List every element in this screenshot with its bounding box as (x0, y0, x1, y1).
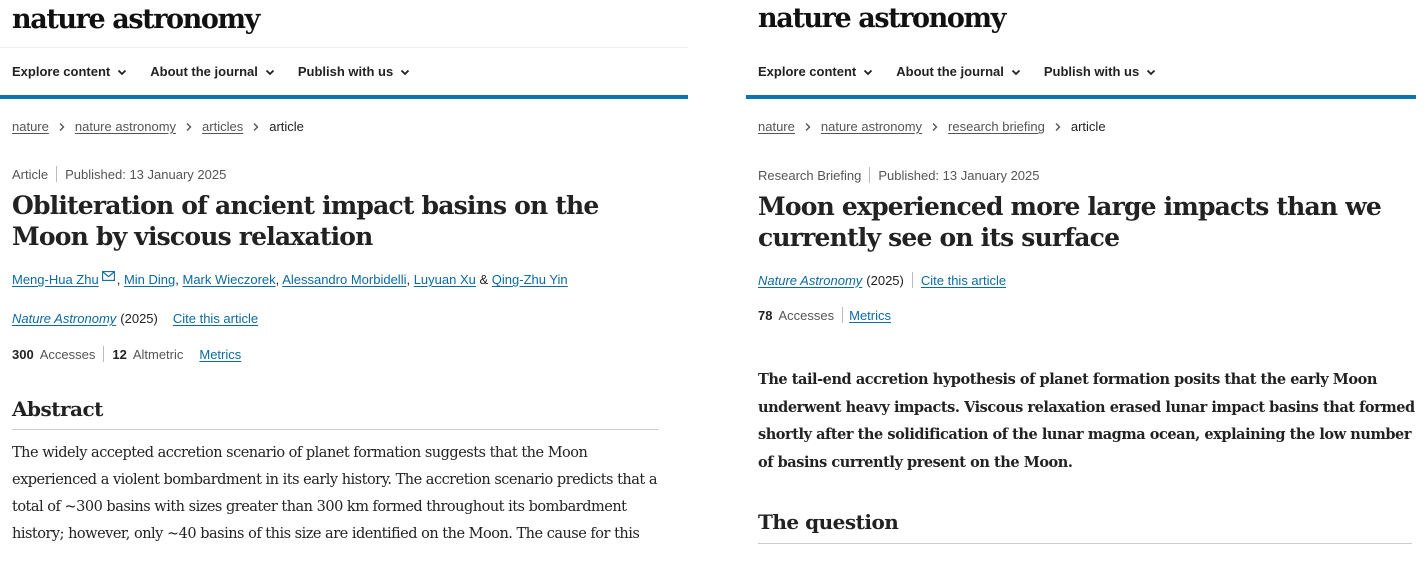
author-link[interactable]: Mark Wieczorek (182, 272, 276, 287)
metrics-link[interactable]: Metrics (199, 346, 242, 362)
chevron-right-icon (1053, 122, 1063, 132)
main-nav (758, 64, 1157, 79)
briefing-summary: The tail-end accretion hypothesis of planet formation posits that the early Moon underwent heavy impacts. Viscous relaxation erased lunar impact basins that formed shortly after the solidification of the lunar magma ocean, explaining the low number of basins currently present on the Moon. (758, 371, 1415, 471)
chevron-right-icon (251, 122, 261, 132)
chevron-down-icon (862, 66, 874, 78)
article-type: Research Briefing (758, 167, 862, 183)
publish-date: Published: 13 January 2025 (65, 166, 227, 182)
article-metrics (758, 307, 891, 323)
altmetric-label: Altmetric (132, 346, 184, 362)
the-question-heading: The question (758, 510, 899, 534)
nav-explore-content[interactable] (758, 64, 874, 79)
main-nav (12, 64, 411, 79)
article-title: Obliteration of ancient impact basins on the Moon by viscous relaxation (12, 191, 599, 251)
breadcrumb-articles[interactable]: articles (202, 119, 244, 134)
breadcrumb-current: article (269, 119, 304, 134)
journal-link[interactable]: Nature Astronomy (12, 311, 117, 326)
publication-year: (2025) (120, 311, 158, 326)
author-link[interactable]: Qing-Zhu Yin (491, 272, 568, 287)
accesses-label: Accesses (778, 307, 835, 323)
author-link[interactable]: Luyuan Xu (413, 272, 476, 287)
meta-divider (869, 167, 870, 183)
right-article-page (746, 0, 1428, 571)
section-divider (12, 429, 659, 430)
abstract-heading: Abstract (12, 397, 103, 421)
accesses-count: 300 (12, 346, 34, 362)
breadcrumb-nature[interactable]: nature (12, 119, 49, 134)
altmetric-count: 12 (112, 346, 127, 362)
nav-publish-with-us[interactable] (298, 64, 411, 79)
chevron-down-icon (1010, 66, 1022, 78)
metrics-divider (103, 346, 104, 362)
nav-publish-with-us[interactable] (1044, 64, 1157, 79)
chevron-down-icon (1145, 66, 1157, 78)
mail-icon[interactable] (102, 271, 115, 281)
article-meta (12, 166, 226, 182)
chevron-down-icon (264, 66, 276, 78)
nav-about-journal[interactable] (896, 64, 1022, 79)
nav-label: Explore content (758, 64, 857, 79)
citation-line (758, 272, 1006, 288)
nav-explore-content[interactable] (12, 64, 128, 79)
nav-about-journal[interactable] (150, 64, 276, 79)
chevron-down-icon (399, 66, 411, 78)
nav-label: About the journal (896, 64, 1004, 79)
chevron-right-icon (57, 122, 67, 132)
nav-label: Publish with us (297, 64, 394, 79)
left-article-page (0, 0, 688, 571)
nav-label: About the journal (150, 64, 258, 79)
metrics-link[interactable]: Metrics (849, 307, 891, 323)
breadcrumb-current: article (1070, 119, 1106, 134)
article-type: Article (12, 166, 49, 182)
breadcrumb (758, 119, 1106, 134)
chevron-right-icon (184, 122, 194, 132)
author-link[interactable]: Alessandro Morbidelli (282, 272, 407, 287)
journal-link[interactable]: Nature Astronomy (758, 272, 863, 288)
accesses-label: Accesses (39, 346, 96, 362)
author-separator: , (175, 272, 183, 287)
article-meta (758, 167, 1040, 183)
accent-bar (0, 95, 688, 99)
journal-logo[interactable]: nature astronomy (758, 3, 1005, 34)
citation-line (12, 311, 258, 326)
cite-this-article-link[interactable]: Cite this article (920, 272, 1007, 288)
journal-logo[interactable]: nature astronomy (12, 4, 259, 35)
abstract-text: The widely accepted accretion scenario of planet formation suggests that the Moon experienced a violent bombardment in its early history. The accretion scenario predicts that a total of ~300 basins with sizes greater than 300 km formed throughout its bombardment history; however, only ~40 basins of this size are identified on the Moon. The cause for this (12, 445, 657, 542)
breadcrumb (12, 119, 304, 134)
author-link[interactable]: Min Ding (123, 272, 176, 287)
cite-divider (912, 272, 913, 288)
chevron-down-icon (116, 66, 128, 78)
chevron-right-icon (803, 122, 813, 132)
author-link[interactable]: Meng-Hua Zhu (12, 272, 99, 287)
publish-date: Published: 13 January 2025 (878, 167, 1040, 183)
metrics-divider (842, 307, 843, 323)
author-separator: , (116, 272, 124, 287)
accesses-count: 78 (758, 307, 773, 323)
nav-label: Explore content (12, 64, 111, 79)
accent-bar (746, 95, 1416, 99)
breadcrumb-nature-astronomy[interactable]: nature astronomy (820, 119, 923, 134)
author-separator: , (275, 272, 283, 287)
cite-this-article-link[interactable]: Cite this article (172, 311, 259, 326)
header-divider (0, 47, 688, 48)
breadcrumb-research-briefing[interactable]: research briefing (948, 119, 1045, 134)
publication-year: (2025) (866, 272, 904, 288)
article-title: Moon experienced more large impacts than we currently see on its surface (758, 192, 1382, 252)
author-separator: , (406, 272, 414, 287)
author-list (12, 271, 568, 287)
chevron-right-icon (930, 122, 940, 132)
section-divider (758, 543, 1412, 544)
breadcrumb-nature[interactable]: nature (758, 119, 795, 134)
article-metrics (12, 346, 241, 362)
author-separator: & (475, 272, 492, 287)
nav-label: Publish with us (1043, 64, 1140, 79)
breadcrumb-nature-astronomy[interactable]: nature astronomy (74, 119, 177, 134)
meta-divider (56, 166, 57, 182)
